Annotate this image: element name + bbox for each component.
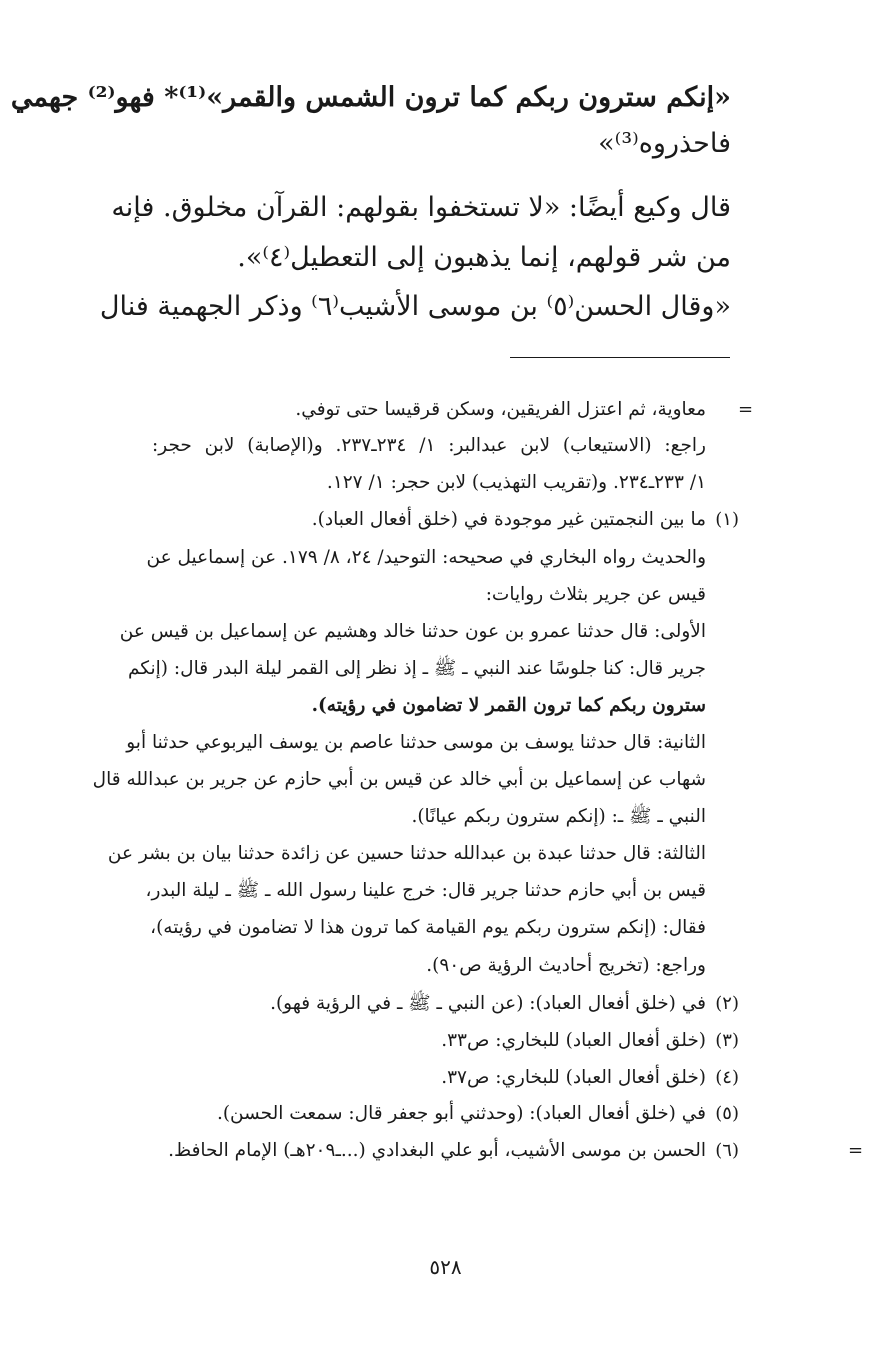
footnote-line: جرير قال: كنا جلوسًا عند النبي ـ ﷺ ـ إذ نظر إلى القمر ليلة البدر قال: (إنكم [127, 658, 706, 679]
continuation-mark-start: = [738, 399, 754, 420]
footnote-number: (٣) [715, 1030, 739, 1051]
footnote-line: في (خلق أفعال العباد): (وحدثني أبو جعفر قال: سمعت الحسن). [216, 1103, 706, 1124]
footnote-line: معاوية، ثم اعتزل الفريقين، وسكن قرقيسا حتى توفي. [295, 399, 706, 420]
page-number: ٥٢٨ [429, 1255, 462, 1279]
body-line-4: من شر قولهم، إنما يذهبون إلى التعطيل⁽٤⁾». [237, 242, 731, 273]
footnote-line: الثالثة: قال حدثنا عبدة بن عبدالله حدثنا حسين عن زائدة حدثنا بيان بن بشر عن [107, 843, 706, 864]
body-line-2: فاحذروه⁽³⁾» [598, 128, 731, 159]
footnote-line: ما بين النجمتين غير موجودة في (خلق أفعال العباد). [311, 509, 706, 530]
footnote-line: والحديث رواه البخاري في صحيحه: التوحيد/ ٢٤، ٨/ ١٧٩. عن إسماعيل عن [146, 547, 706, 568]
footnote-line: (خلق أفعال العباد) للبخاري: ص٣٣. [441, 1030, 706, 1051]
footnote-line: سترون ربكم كما ترون القمر لا تضامون في رؤيته). [311, 695, 706, 716]
footnote-number: (٢) [715, 993, 739, 1014]
footnote-number: (١) [715, 509, 739, 530]
continuation-mark-end: = [848, 1140, 864, 1161]
body-line-5: «وقال الحسن⁽٥⁾ بن موسى الأشيب⁽٦⁾ وذكر الجهمية فنال [99, 291, 731, 322]
footnote-number: (٥) [715, 1103, 739, 1124]
footnote-line: ١/ ٢٣٣ـ٢٣٤. و(تقريب التهذيب) لابن حجر: ١/ ١٢٧. [326, 472, 706, 493]
footnote-line: راجع: (الاستيعاب) لابن عبدالبر: ١/ ٢٣٤ـ٢٣٧. و(الإصابة) لابن حجر: [152, 435, 706, 456]
body-line-3: قال وكيع أيضًا: «لا تستخفوا بقولهم: القرآن مخلوق. فإنه [111, 192, 731, 223]
footnote-line: النبي ـ ﷺ ـ: (إنكم سترون ربكم عيانًا). [411, 806, 706, 827]
footnote-line: الحسن بن موسى الأشيب، أبو علي البغدادي (...ـ٢٠٩هـ) الإمام الحافظ. [168, 1140, 706, 1161]
footnote-line: في (خلق أفعال العباد): (عن النبي ـ ﷺ ـ في الرؤية فهو). [270, 993, 706, 1014]
footnote-line: شهاب عن إسماعيل بن أبي خالد عن قيس بن أبي حازم عن جرير بن عبدالله قال [92, 769, 706, 790]
footnote-line: (خلق أفعال العباد) للبخاري: ص٣٧. [441, 1067, 706, 1088]
footnote-line: وراجع: (تخريج أحاديث الرؤية ص٩٠). [426, 955, 706, 976]
body-line-1: «إنكم سترون ربكم كما ترون الشمس والقمر»⁽¹⁾* فهو⁽²⁾ جهمي [10, 82, 731, 113]
footnote-number: (٦) [715, 1140, 739, 1161]
footnote-line: الأولى: قال حدثنا عمرو بن عون حدثنا خالد وهشيم عن إسماعيل بن قيس عن [119, 621, 706, 642]
footnote-line: الثانية: قال حدثنا يوسف بن موسى حدثنا عاصم بن يوسف اليربوعي حدثنا أبو [126, 732, 706, 753]
footnote-line: قيس بن أبي حازم حدثنا جرير قال: خرج علينا رسول الله ـ ﷺ ـ ليلة البدر، [145, 880, 706, 901]
footnote-line: فقال: (إنكم سترون ربكم يوم القيامة كما ترون هذا لا تضامون في رؤيته)، [150, 917, 706, 938]
footnote-number: (٤) [715, 1067, 739, 1088]
footnote-line: قيس عن جرير بثلاث روايات: [485, 584, 706, 605]
footnote-separator [510, 357, 730, 358]
